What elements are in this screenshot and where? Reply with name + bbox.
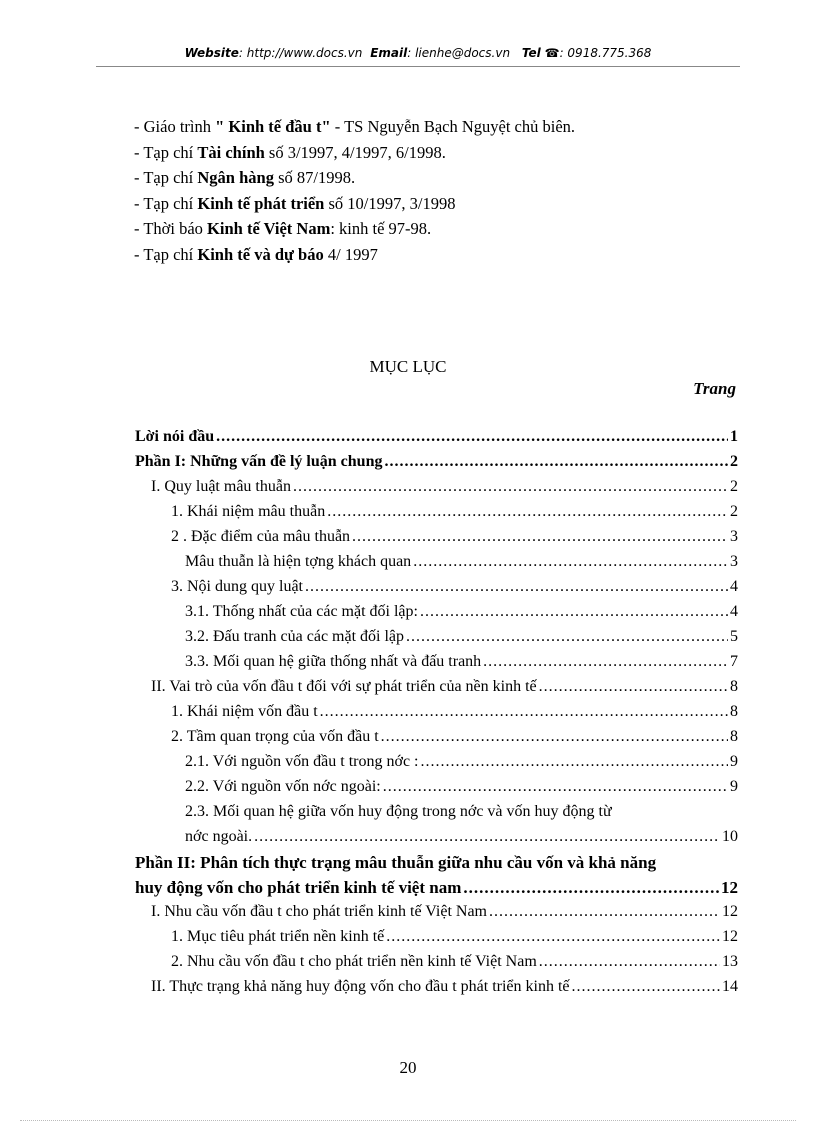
toc-page-column-label: Trang	[693, 379, 736, 398]
website-label: Website	[184, 46, 239, 60]
email-label: Email	[370, 46, 408, 60]
toc-entry-line1[interactable]: 2.3. Mối quan hệ giữa vốn huy động trong nớc và vốn huy động từ	[185, 803, 612, 820]
toc-title: MỤC LỤC	[369, 357, 447, 376]
toc-entry[interactable]: 2. Tầm quan trọng của vốn đầu t ..... 8	[135, 728, 738, 753]
toc-entry[interactable]: 3.3. Mối quan hệ giữa thống nhất và đấu tranh ..... 7	[135, 653, 738, 678]
toc-entry[interactable]: I. Nhu cầu vốn đầu t cho phát triển kinh tế Việt Nam ..... 12	[135, 903, 738, 928]
toc-entry[interactable]: 2.2. Với nguồn vốn nớc ngoài: ..... 9	[135, 778, 738, 803]
toc-entry[interactable]: 1. Khái niệm vốn đầu t ..... 8	[135, 703, 738, 728]
reference-list	[134, 114, 575, 267]
reference-item: - Giáo trình " Kinh tế đầu t" - TS Nguyễn Bạch Nguyệt chủ biên.	[134, 117, 576, 136]
toc-entry[interactable]: huy động vốn cho phát triển kinh tế việt nam ..... 12	[135, 878, 738, 903]
website-value[interactable]: : http://www.docs.vn	[238, 46, 363, 60]
toc-entry[interactable]: Mâu thuẫn là hiện tợng khách quan ..... 3	[135, 553, 738, 578]
reference-item: - Thời báo Kinh tế Việt Nam: kinh tế 97-98.	[134, 219, 432, 238]
toc-entry[interactable]: 3.1. Thống nhất của các mặt đối lập: ..... 4	[135, 603, 738, 628]
toc-entry[interactable]: Lời nói đầu ..... 1	[135, 428, 738, 453]
toc-entry[interactable]: 3.2. Đấu tranh của các mặt đối lập ..... 5	[135, 628, 738, 653]
header-divider	[96, 66, 740, 67]
table-of-contents	[135, 428, 738, 1003]
toc-entry[interactable]: 2.1. Với nguồn vốn đầu t trong nớc : ..... 9	[135, 753, 738, 778]
reference-item: - Tạp chí Ngân hàng số 87/1998.	[134, 168, 356, 187]
toc-entry[interactable]: 3. Nội dung quy luật ..... 4	[135, 578, 738, 603]
email-value[interactable]: : lienhe@docs.vn	[407, 46, 511, 60]
toc-entry[interactable]: 2 . Đặc điểm của mâu thuẫn ..... 3	[135, 528, 738, 553]
toc-entry[interactable]: II. Thực trạng khả năng huy động vốn cho đầu t phát triển kinh tế ..... 14	[135, 978, 738, 1003]
toc-entry-line1[interactable]: Phần II: Phân tích thực trạng mâu thuẫn giữa nhu cầu vốn và khả năng	[135, 853, 657, 872]
toc-entry[interactable]: 1. Khái niệm mâu thuẫn ..... 2	[135, 503, 738, 528]
page-bottom-border	[20, 1120, 796, 1121]
toc-entry[interactable]: I. Quy luật mâu thuẫn ..... 2	[135, 478, 738, 503]
tel-value: : 0918.775.368	[559, 46, 652, 60]
toc-entry[interactable]: 2. Nhu cầu vốn đầu t cho phát triển nền kinh tế Việt Nam ..... 13	[135, 953, 738, 978]
reference-item: - Tạp chí Tài chính số 3/1997, 4/1997, 6/1998.	[134, 142, 446, 162]
reference-item: - Tạp chí Kinh tế và dự báo 4/ 1997	[134, 244, 378, 264]
toc-entry[interactable]: 1. Mục tiêu phát triển nền kinh tế ..... 12	[135, 928, 738, 953]
page-number: 20	[399, 1058, 417, 1077]
toc-entry[interactable]: II. Vai trò của vốn đầu t đối với sự phát triển của nền kinh tế ..... 8	[135, 678, 738, 703]
tel-label: Tel	[521, 46, 541, 60]
reference-item: - Tạp chí Kinh tế phát triển số 10/1997, 3/1998	[134, 193, 456, 213]
toc-entry[interactable]: Phần I: Những vấn đề lý luận chung ..... 2	[135, 453, 738, 478]
phone-icon: ☎	[544, 46, 560, 60]
page-header	[96, 46, 740, 60]
toc-entry[interactable]: nớc ngoài. ..... 10	[135, 828, 738, 853]
